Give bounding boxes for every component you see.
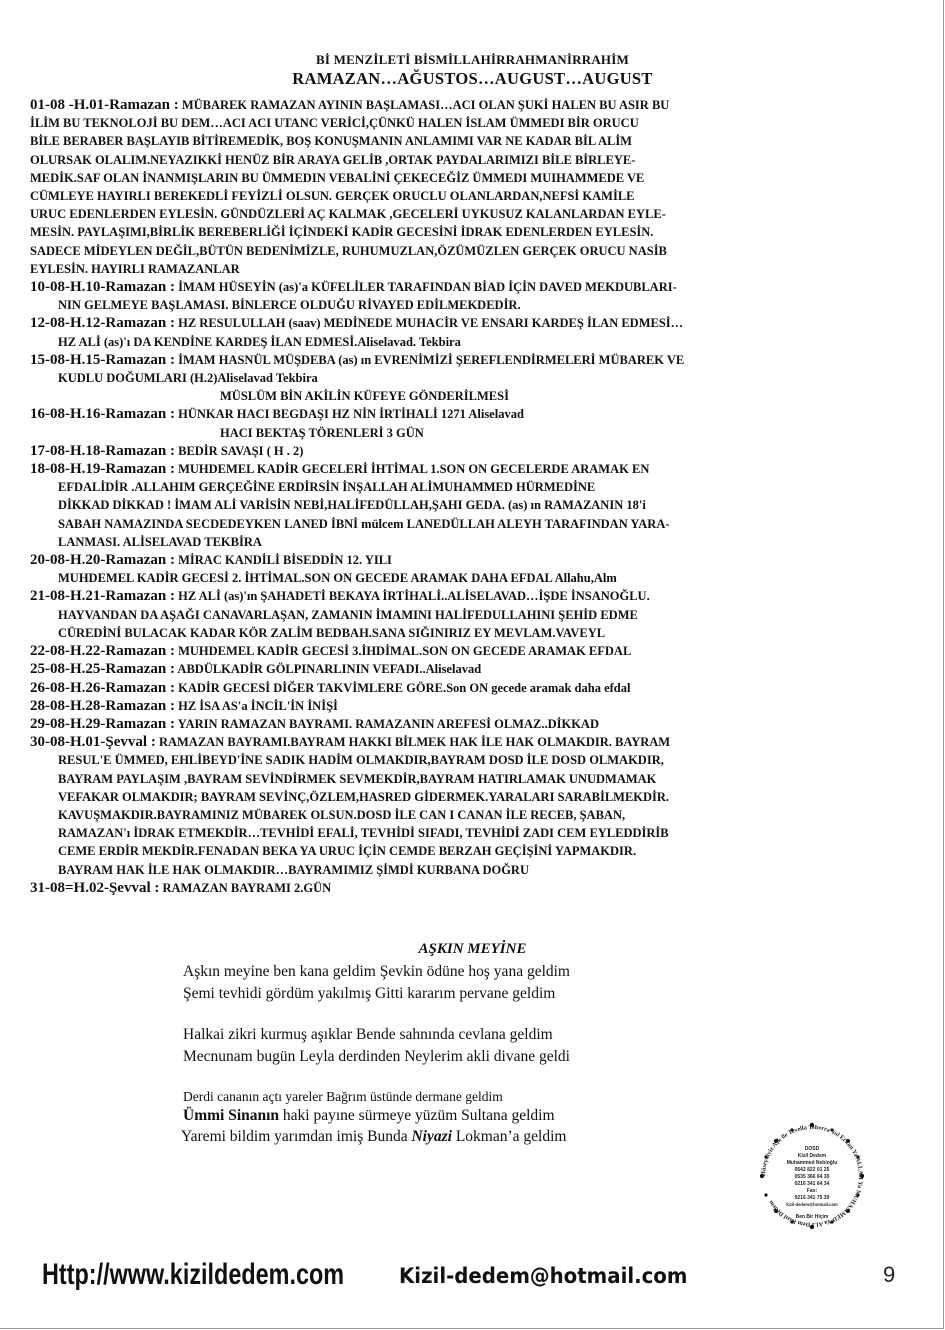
poem-line: Şemi tevhidi gördüm yakılmış Gitti kararım pervane geldim [183,985,556,1002]
calendar-entry [30,733,900,879]
entry-text: EYLESİN. HAYIRLI RAMAZANLAR [30,261,240,276]
entry-text: BİLE BERABER BAŞLAYIB BİTİREMEDİK, BOŞ KONUŞMANIN ANLAMIMI VAR NE KADAR BİL ALİM [30,134,632,149]
entry-text: HZ ALİ (as)'ın ŞAHADETİ BEKAYA İRTİHALİ..ALİSELAVAD…İŞDE İNSANOĞLU. [178,589,650,604]
stamp-ring-text: Hüseyniyiz Aşk ile Tevella Teberra Yol Erkan Ya ALLAH Ya MUHAMMED Ya ALİ Dem Kızıl Dedem [759,1123,865,1229]
entry-text: HÜNKAR HACI BEGDAŞI HZ NİN İRTİHALİ 1271 Aliselavad [178,407,524,422]
calendar-entry [30,460,900,551]
calendar-entry [30,405,900,441]
calendar-entry [30,314,900,350]
poem-line-text: haki payıne sürmeye yüzüm Sultana geldim [279,1107,555,1124]
entry-text: MÜBAREK RAMAZAN AYININ BAŞLAMASI…ACI OLAN ŞUKİ HALEN BU ASIR BU [181,98,670,112]
entry-text: KUDLU DOĞUMLARI (H.2)Aliselavad Tekbira [58,371,318,386]
calendar-entry [30,442,900,460]
entry-date: 12-08-H.12-Ramazan : [30,315,175,332]
entry-text: HAYVANDAN DA AŞAĞI CANAVARLAŞAN, ZAMANIN İMAMINI HALİFEDULLAHINI ŞEHİD EDME [58,607,638,622]
entry-date: 26-08-H.26-Ramazan : [30,679,175,696]
entry-date: 01-08 -H.01-Ramazan : [30,97,179,113]
entry-text: URUC EDENLERDEN EYLESİN. GÜNDÜZLERİ AÇ KALMAK ,GECELERİ UYKUSUZ KALANLARDAN EYLE- [30,207,666,222]
entry-text: İLİM BU TEKNOLOJİ BU DEM…ACI ACI UTANC VERİCİ,ÇÜNKÜ HALEN İSLAM ÜMMEDI BİR ORUCU [30,116,639,131]
entry-text: BEDİR SAVAŞI ( H . 2) [178,443,304,458]
entry-date: 16-08-H.16-Ramazan : [30,406,175,423]
calendar-entry [30,96,900,278]
calendar-entry [30,679,900,697]
poem-author-name: Ümmi Sinanın [183,1107,280,1124]
entry-text: ABDÜLKADİR GÖLPINARLININ VEFADI..Aliselavad [177,662,482,677]
entry-text: HZ İSA AS'a İNCİL'İN İNİŞİ [178,698,338,713]
entry-text: RESUL'E ÜMMED, EHLİBEYD'İNE SADIK HADİM OLMAKDIR,BAYRAM DOSD İLE DOSD OLMAKDIR, [58,753,664,768]
poem-pen-name: Niyazi [411,1128,452,1145]
entry-date: 17-08-H.18-Ramazan : [30,442,175,459]
entry-text: CEME ERDİR MEKDİR.FENADAN BEKA YA URUC İÇİN CEMDE BERZAH GEÇİŞİNİ YAPMAKDIR. [58,844,637,859]
calendar-entry [30,551,900,587]
calendar-entries [30,96,900,897]
entry-text: CÜREDİNİ BULACAK KADAR KÖR ZALİM BEDBAH.SANA SIĞINIRIZ EY MEVLAM.VAVEYL [58,625,606,640]
footer-website-link[interactable]: Http://www.kizildedem.com [42,1258,345,1291]
entry-text: BAYRAM HAK İLE HAK OLMAKDIR…BAYRAMIMIZ ŞİMDİ KURBANA DOĞRU [58,862,529,877]
entry-date: 29-08-H.29-Ramazan : [30,715,175,732]
entry-text: MUHDEMEL KADİR GECELERİ İHTİMAL 1.SON ON GECELERDE ARAMAK EN [178,462,650,477]
stamp-line: 0216 341 64 34 [794,1181,830,1187]
entry-text: KAVUŞMAKDIR.BAYRAMINIZ MÜBAREK OLSUN.DOSD İLE CAN I CANAN İLE RECEB, ŞABAN, [58,807,626,822]
page-number: 9 [883,1262,896,1287]
entry-date: 25-08-H.25-Ramazan : [30,661,175,678]
calendar-entry [30,715,900,733]
entry-text: CÜMLEYE HAYIRLI BEREKEDLİ FEYİZLİ OLSUN. GERÇEK ORUCLU OLANLARDAN,NEFSİ KAMİLE [30,189,635,204]
poem-title: AŞKIN MEYİNE [418,941,527,957]
poem-line: Mecnunam bugün Leyla derdinden Neylerim akli divane geldi [183,1048,570,1065]
poem-line [183,1107,555,1125]
stamp-line: DOSD [804,1146,820,1152]
entry-text: YARIN RAMAZAN BAYRAMI. RAMAZANIN AREFESİ OLMAZ..DİKKAD [177,716,599,731]
entry-text: RAMAZAN'ı İDRAK ETMEKDİR…TEVHİDİ EFALİ, TEVHİDİ SIFADI, TEVHİDİ ZADI CEM EYLEDDİRİB [58,826,669,841]
entry-text: EFDALİDİR .ALLAHIM GERÇEĞİNE ERDİRSİN İNŞALLAH ALİMUHAMMED HÜRMEDİNE [58,480,596,495]
calendar-entry [30,660,900,678]
poem-line [181,1128,566,1146]
poem-line-text: Yaremi bildim yarımdan imiş Bunda [181,1128,412,1145]
entry-text: MİRAC KANDİLİ BİSEDDİN 12. YILI [178,553,392,568]
poem-line-text: Lokman’a geldim [451,1128,567,1145]
calendar-entry [30,278,900,314]
poem-line: Halkai zikri kurmuş aşıklar Bende sahnında cevlana geldim [183,1026,553,1043]
entry-text: HACI BEKTAŞ TÖRENLERİ 3 GÜN [220,425,424,440]
entry-date: 31-08=H.02-Şevval : [30,879,160,896]
entry-text: HZ RESULULLAH (saav) MEDİNEDE MUHACİR VE ENSARI KARDEŞ İLAN EDMESİ… [178,316,684,331]
header-basmala: Bİ MENZİLETİ BİSMİLLAHİRRAHMANİRRAHİM [316,52,629,67]
entry-date: 21-08-H.21-Ramazan : [30,588,175,605]
stamp-line: 0542 822 01 25 [794,1167,830,1173]
entry-text: SADECE MİDEYLEN DEĞİL,BÜTÜN BEDENİMİZLE, RUHUMUZLAN,ÖZÜMÜZLEN GERÇEK ORUCU NASİB [30,243,667,258]
stamp-line: 0535 366 64 30 [794,1174,830,1180]
entry-text: LANMASI. ALİSELAVAD TEKBİRA [58,534,262,549]
poem-line: Derdi cananın açtı yareler Bağrım üstünde dermane geldim [183,1089,503,1104]
entry-text: İMAM HÜSEYİN (as)'a KÜFELİLER TARAFINDAN BİAD İÇİN DAVED MEKDUBLARI- [178,280,677,295]
stamp-line: Kizil Dedem [797,1153,827,1159]
entry-text: BAYRAM PAYLAŞIM ,BAYRAM SEVİNDİRMEK SEVMEKDİR,BAYRAM HATIRLAMAK UNUDMAMAK [58,771,657,786]
entry-date: 18-08-H.19-Ramazan : [30,461,175,478]
calendar-entry [30,351,900,406]
entry-date: 10-08-H.10-Ramazan : [30,279,175,296]
entry-text: MESİN. PAYLAŞIMI,BİRLİK BEREBERLİĞİ İÇİNDEKİ KADİR GECESİNİ İDRAK EDENLERDEN EYLESİN. [30,225,654,240]
header-month-title: RAMAZAN…AĞUSTOS…AUGUST…AUGUST [292,69,653,88]
stamp-line: Fax: [806,1188,818,1194]
entry-text: DİKKAD DİKKAD ! İMAM ALİ VARİSİN NEBİ,HALİFEDÜLLAH,ŞAHI GEDA. (as) ın RAMAZANIN 18'i [58,498,646,513]
entry-text: OLURSAK OLALIM.NEYAZIKKİ HENÜZ BİR ARAYA GELİB ,ORTAK PAYDALARIMIZI BİLE BİRLEYE- [30,152,636,167]
entry-text: KADİR GECESİ DİĞER TAKVİMLERE GÖRE.Son ON gecede aramak daha efdal [178,680,631,695]
entry-date: 15-08-H.15-Ramazan : [30,351,175,368]
entry-text: NIN GELMEYE BAŞLAMASI. BİNLERCE OLDUĞU RİVAYED EDİLMEKDEDİR. [58,298,521,313]
entry-date: 30-08-H.01-Şevval : [30,734,156,751]
entry-text: MEDİK.SAF OLAN İNANMIŞLARIN BU ÜMMEDIN VEBALİNİ ÇEKECEĞİZ ÜMMEDI MUIHAMMEDE VE [30,170,645,185]
entry-text: RAMAZAN BAYRAMI.BAYRAM HAKKI BİLMEK HAK İLE HAK OLMAKDIR. BAYRAM [158,735,671,750]
calendar-entry [30,879,900,897]
footer-email-link[interactable]: Kizil-dedem@hotmail.com [399,1264,688,1288]
entry-text: HZ ALİ (as)'ı DA KENDİNE KARDEŞ İLAN EDMESİ.Aliselavad. Tekbira [58,334,461,349]
calendar-entry [30,697,900,715]
entry-text: RAMAZAN BAYRAMI 2.GÜN [162,880,332,895]
entry-date: 20-08-H.20-Ramazan : [30,552,175,569]
stamp-line: 0216 341 75 39 [794,1195,830,1201]
entry-text: İMAM HASNÜL MÜŞDEBA (as) ın EVRENİMİZİ ŞEREFLENDİRMELERİ MÜBAREK VE [178,352,685,367]
entry-text: MUHDEMEL KADİR GECESİ 2. İHTİMAL.SON ON GECEDE ARAMAK DAHA EFDAL Allahu,Alm [58,571,617,586]
stamp-line: kizil-dedem@hotmail.com [786,1202,838,1207]
calendar-entry [30,642,900,660]
entry-date: 28-08-H.28-Ramazan : [30,697,175,714]
poem-line: Aşkın meyine ben kana geldim Şevkin ödüne hoş yana geldim [183,963,570,980]
entry-date: 22-08-H.22-Ramazan : [30,643,175,660]
stamp-bottom-text: Ben Bir Hiçim [795,1214,829,1220]
entry-text: MÜSLÜM BİN AKİLİN KÜFEYE GÖNDERİLMESİ [220,389,509,404]
entry-text: SABAH NAMAZINDA SECDEDEYKEN LANED İBNİ mülcem LANEDÜLLAH ALEYH TARAFINDAN YARA- [58,516,670,531]
entry-text: VEFAKAR OLMAKDIR; BAYRAM SEVİNÇ,ÖZLEM,HASRED GİDERMEK.YARALARI SARABİLMEKDİR. [58,789,670,804]
calendar-entry [30,587,900,642]
stamp-line: Muhammed Nebioğlu [786,1160,838,1166]
entry-text: MUHDEMEL KADİR GECESİ 3.İHDİMAL.SON ON GECEDE ARAMAK EFDAL [178,644,632,659]
circular-stamp [756,1121,868,1231]
